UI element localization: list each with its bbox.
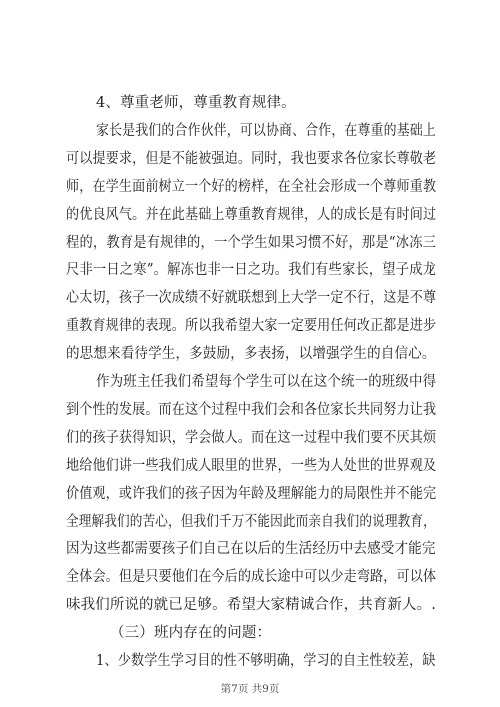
paragraph-line: 因为这些都需要孩子们自己在以后的生活经历中去感受才能完 <box>66 541 436 557</box>
paragraph-line: 的思想来看待学生，多鼓励，多表扬，以增强学生的自信心。 <box>66 346 436 362</box>
page-number-footer: 第7页 共9页 <box>220 683 280 695</box>
paragraph-line: 程的，教育是有规律的，一个学生如果习惯不好，那是“冰冻三 <box>66 235 437 251</box>
paragraph-line: 重教育规律的表现。所以我希望大家一定要用任何改正都是进步 <box>66 318 437 334</box>
heading-respect-teachers: 4、尊重老师，尊重教育规律。 <box>96 95 296 111</box>
paragraph-line: 地给他们讲一些我们成人眼里的世界，一些为人处世的世界观及 <box>66 458 437 474</box>
paragraph-line: 到个性的发展。而在这个过程中我们会和各位家长共同努力让我 <box>66 402 437 418</box>
paragraph-line: 价值观，或许我们的孩子因为年龄及理解能力的局限性并不能完 <box>66 486 437 502</box>
paragraph-line: 全理解我们的苦心，但我们千万不能因此而亲自我们的说理教育， <box>66 514 436 530</box>
paragraph-line: 味我们所说的就已足够。希望大家精诚合作，共育新人。. <box>66 597 437 613</box>
paragraph-line: 可以提要求，但是不能被强迫。同时，我也要求各位家长尊敬老 <box>66 151 437 167</box>
paragraph-line: 作为班主任我们希望每个学生可以在这个统一的班级中得 <box>96 374 437 390</box>
paragraph-line: 1、少数学生学习目的性不够明确，学习的自主性较差，缺 <box>96 653 436 669</box>
paragraph-line: 家长是我们的合作伙伴，可以协商、合作，在尊重的基础上 <box>96 123 436 139</box>
paragraph-line: 们的孩子获得知识，学会做人。而在这一过程中我们要不厌其烦 <box>66 430 437 446</box>
paragraph-line: 的优良风气。并在此基础上尊重教育规律，人的成长是有时间过 <box>66 207 437 223</box>
paragraph-line: 全体会。但是只要他们在今后的成长途中可以少走弯路，可以体 <box>66 569 437 585</box>
paragraph-line: 尺非一日之寒”。解冻也非一日之功。我们有些家长，望子成龙 <box>66 262 437 278</box>
paragraph-line: 师，在学生面前树立一个好的榜样，在全社会形成一个尊师重教 <box>66 179 437 195</box>
paragraph-line: 心太切，孩子一次成绩不好就联想到上大学一定不行，这是不尊 <box>66 290 437 306</box>
section-heading-class-problems: （三）班内存在的问题： <box>110 625 272 641</box>
